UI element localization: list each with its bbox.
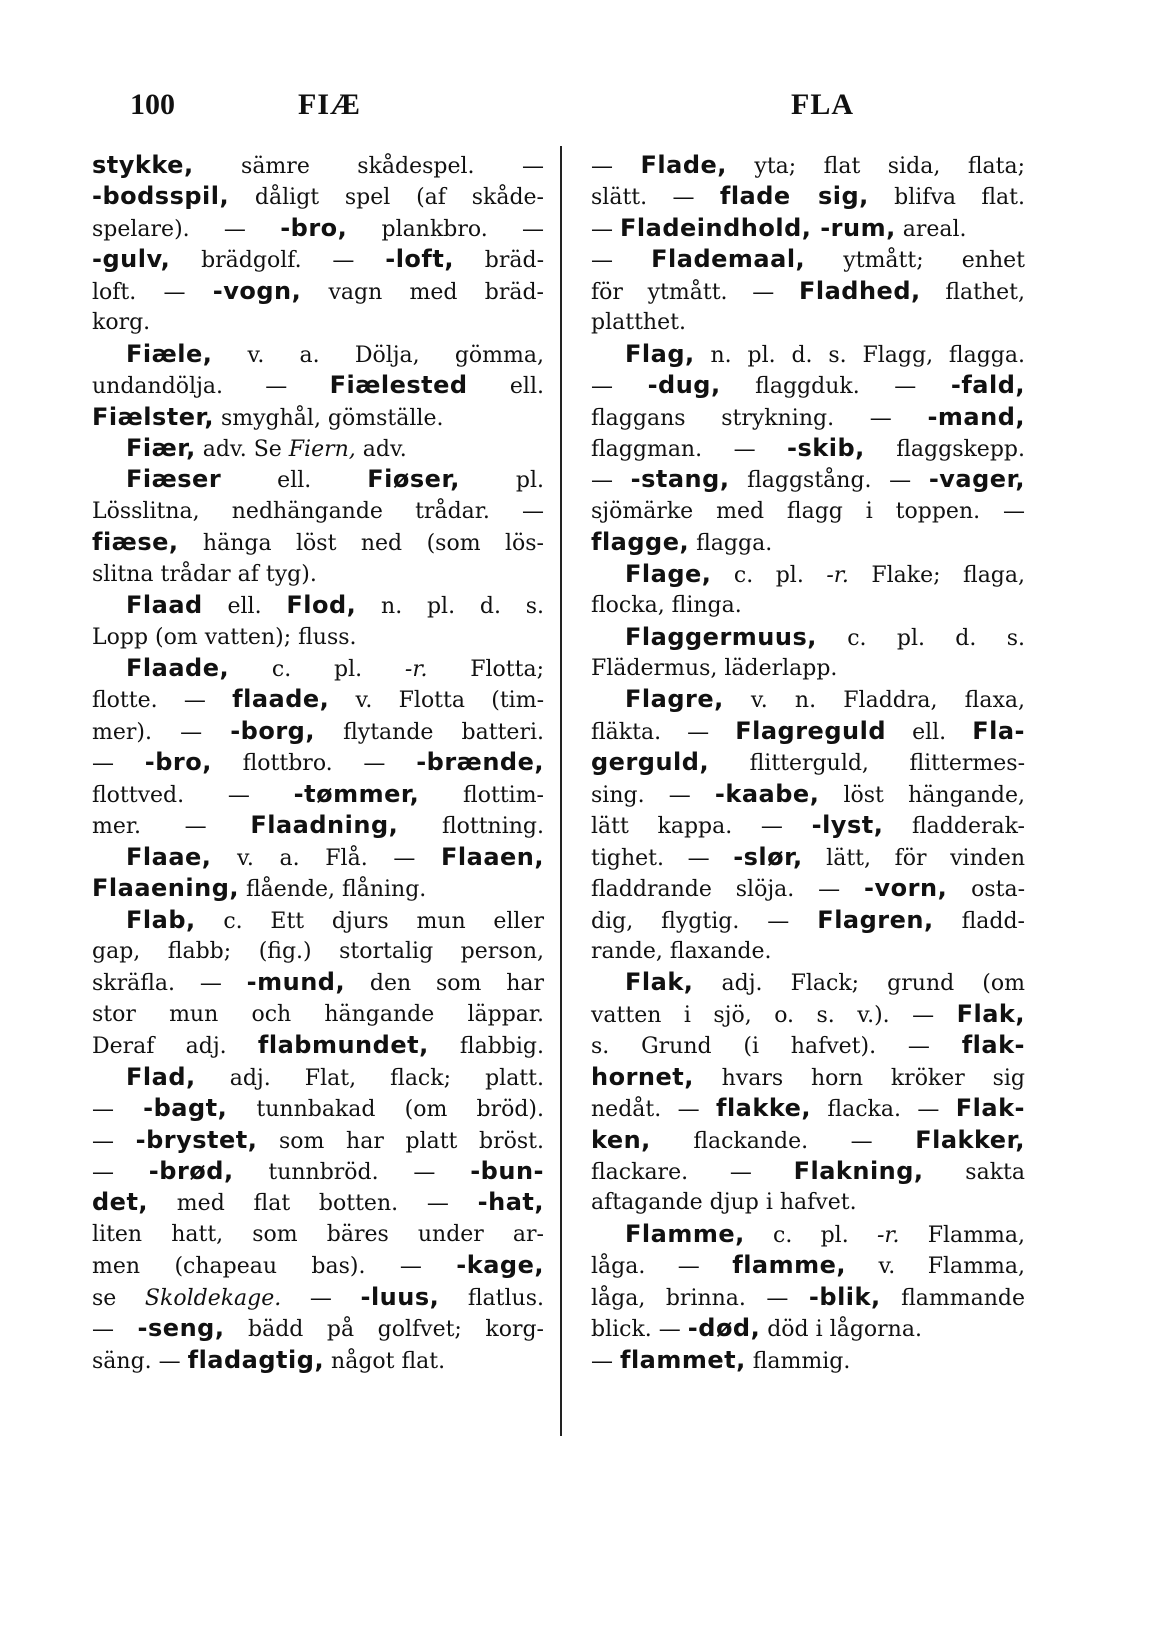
dictionary-line [92,1187,544,1218]
definition-text: undandölja. — [92,374,330,400]
headword: Flaae, [126,842,212,871]
headword: flabmundet, [257,1031,429,1060]
headword: Flagren, [817,905,934,934]
dictionary-line [591,999,1025,1030]
definition-text: v. a. Flå. — [211,845,441,871]
dictionary-line [591,590,1025,621]
headword: -loft, [385,245,454,274]
definition-text: flytande batteri. [314,719,544,745]
definition-text: säng. — [92,1348,188,1374]
definition-text: flottved. — [92,782,294,808]
dictionary-line [591,1219,1025,1250]
dictionary-line [591,1345,1025,1376]
dictionary-line [92,181,544,212]
headword: -hat, [477,1188,544,1217]
headword: -luus, [360,1282,440,1311]
headword: det, [92,1188,149,1217]
definition-text: korg. [92,310,151,336]
definition-text: som har platt bröst. [257,1128,544,1154]
definition-text: Lösslitna, nedhängande trådar. — [92,498,544,524]
definition-text: — [92,1317,138,1343]
definition-text: yta; flat sida, flata; [726,154,1025,179]
definition-text: — [281,1285,361,1311]
dictionary-line [92,1156,544,1187]
definition-text: Flotta; [427,657,545,682]
definition-text: flotte. — [92,688,233,714]
definition-text: för ytmått. — [591,279,799,305]
headword: Flaade, [126,654,230,682]
dictionary-line [591,213,1025,244]
definition-text: flagga. [689,531,773,557]
headword: -brystet, [135,1125,258,1154]
definition-text: sakta [923,1160,1025,1185]
definition-text: stor mun och hängande läppar. [92,1001,544,1027]
definition-text: adj. Flat, flack; platt. [195,1065,544,1091]
headword: fladagtig, [187,1345,325,1374]
definition-text: plankbro. — [347,216,544,242]
definition-text: — [591,1348,620,1374]
headword: -stang, [630,465,730,494]
dictionary-line [591,1125,1025,1156]
definition-text: — [92,751,145,777]
italic-reference: Fiern, [288,436,356,462]
dictionary-line [591,967,1025,998]
definition-text: död i lågorna. [760,1317,922,1343]
dictionary-line [92,747,544,778]
definition-text: skräfla. — [92,971,247,997]
definition-text: flottning. [398,814,544,840]
definition-text: flackare. — [591,1160,794,1185]
definition-text: Lopp (om vatten); fluss. [92,624,357,650]
definition-text: mer). — [92,719,231,745]
dictionary-line [92,276,544,307]
definition-text: hänga löst ned (som lös- [178,531,544,557]
headword: flakke, [716,1094,812,1123]
dictionary-line [92,1219,544,1250]
dictionary-line [591,842,1025,873]
headword: Flagreguld [735,716,886,745]
dictionary-line [92,402,544,433]
headword: Flak, [625,968,694,997]
headword: stykke, [92,151,194,179]
definition-text: löst hängande, [819,782,1025,808]
definition-text: ell. [221,468,368,494]
definition-text: vagn med bräd- [301,279,544,305]
definition-text: v. n. Fladdra, flaxa, [723,688,1025,714]
definition-text: c. Ett djurs mun eller [195,908,544,934]
definition-text: flabbig. [428,1034,545,1060]
left-column [92,150,544,1376]
headword: Flod, [286,591,357,620]
definition-text: sjömärke med flagg i toppen. — [591,498,1025,524]
definition-text: fladd- [933,908,1025,934]
definition-text: något flat. [324,1348,446,1374]
headword: Flamme, [625,1219,745,1248]
headword: Flaadning, [250,811,399,840]
definition-text: slätt. — [591,185,720,211]
dictionary-line [591,653,1025,684]
dictionary-line [591,810,1025,841]
headword: -mund, [246,968,346,997]
headword: -bro, [144,748,212,777]
definition-text: tighet. — [591,845,734,871]
dictionary-line [591,716,1025,747]
dictionary-line [92,1093,544,1124]
headword: -kaabe, [714,779,820,808]
headword: -vogn, [212,276,302,305]
definition-text: låga, brinna. — [591,1285,809,1311]
definition-text: flathet, [920,279,1025,305]
dictionary-line [92,905,544,936]
definition-text: flaggans strykning. — [591,405,928,431]
definition-text: flatlus. [439,1285,544,1311]
dictionary-line [591,873,1025,904]
definition-text: — [591,468,631,494]
definition-text: v. a. Dölja, gömma, [212,342,544,368]
definition-text: se [92,1285,145,1311]
definition-text: lätt, för vinden [802,845,1026,871]
headword: -blik, [808,1282,881,1311]
definition-text: lätt kappa. — [591,814,812,840]
headword: -brænde, [416,748,544,777]
definition-text: pl. [459,468,544,494]
definition-text: flottbro. — [211,751,417,777]
dictionary-line [92,527,544,558]
dictionary-line [92,1345,544,1376]
definition-text: — [591,216,620,242]
headword: -vager, [928,465,1025,494]
headword: -lyst, [811,811,884,840]
definition-text: adj. Flack; grund (om [693,971,1025,997]
definition-text: Deraf adj. [92,1034,258,1060]
headword: -tømmer, [293,779,420,808]
dictionary-line [92,496,544,527]
definition-text: flacka. — [811,1097,956,1123]
definition-text: — [92,1128,136,1154]
definition-text: hvars horn kröker sig [693,1065,1025,1091]
definition-text: liten hatt, som bäres under ar- [92,1221,544,1247]
definition-text: men (chapeau bas). — [92,1254,457,1280]
dictionary-line [92,590,544,621]
headword: ken, [591,1125,651,1154]
definition-text: flående, flåning. [238,877,427,903]
headword: Flak, [956,999,1025,1028]
definition-text: slitna trådar af tyg). [92,561,317,587]
headword: -slør, [733,842,803,871]
dictionary-line [92,999,544,1030]
headword: flak- [961,1031,1025,1060]
definition-text: Flädermus, läderlapp. [591,656,838,681]
definition-text: flammig. [745,1348,851,1374]
headword: Fiælster, [92,402,214,431]
headword: -død, [687,1314,761,1343]
definition-text: platthet. [591,310,686,336]
dictionary-line [92,810,544,841]
headword: Flakning, [793,1157,924,1185]
headword: Flaaen, [441,842,544,871]
headword: -gulv, [92,245,171,274]
headword: -mand, [927,402,1025,431]
headword: Flad, [126,1062,196,1091]
definition-text: — [92,1160,149,1185]
definition-text: ell. [467,374,544,400]
dictionary-line [591,622,1025,653]
definition-text: sämre skådespel. — [193,154,544,179]
dictionary-line [591,181,1025,212]
headword: -bro, [280,213,348,242]
dictionary-line [591,370,1025,401]
definition-text: — [591,154,641,179]
definition-text: adv. [355,436,407,462]
definition-text: — [591,374,648,400]
dictionary-line [92,716,544,747]
headword: Flademaal, [651,245,806,274]
dictionary-line [92,1030,544,1061]
headword: -bun- [470,1157,544,1185]
dictionary-line [591,464,1025,495]
dictionary-line [92,307,544,338]
definition-text: c. pl. [711,562,827,588]
headword: Fiæser [126,465,222,494]
definition-text: Flake; flaga, [848,562,1025,588]
dictionary-line [591,1313,1025,1344]
definition-text: flaggstång. — [729,468,929,494]
definition-text: areal. [895,216,967,242]
dictionary-line [591,496,1025,527]
definition-text: smyghål, gömställe. [213,405,444,431]
definition-text: adv. Se [195,436,289,462]
dictionary-line [591,244,1025,275]
dictionary-line [92,967,544,998]
headword: flade sig, [719,182,869,211]
definition-text: rande, flaxande. [591,938,772,964]
dictionary-line [591,1250,1025,1281]
definition-text: c. pl. [744,1222,877,1248]
dictionary-line [591,559,1025,590]
definition-text: v. Flamma, [846,1254,1025,1280]
definition-text: v. Flotta (tim- [329,688,545,714]
italic-reference: -r. [826,562,849,588]
dictionary-line [92,339,544,370]
dictionary-line [92,1250,544,1281]
headword: Fiælested [329,371,468,400]
definition-text: bräd- [453,248,544,274]
definition-text: — [591,248,652,274]
dictionary-line [591,402,1025,433]
headword: Fladeindhold, -rum, [620,213,896,242]
definition-text: fladdrande slöja. — [591,877,865,903]
dictionary-line [591,747,1025,778]
dictionary-line [591,1187,1025,1218]
definition-text: ytmått; enhet [805,248,1025,274]
headword: Fiøser, [367,465,460,494]
definition-text: — [92,1097,144,1123]
definition-text: flitterguld, flittermes- [709,751,1025,777]
definition-text: brädgolf. — [170,248,386,274]
definition-text: med flat botten. — [148,1191,478,1217]
headword: hornet, [591,1062,694,1091]
page-number: 100 [130,88,175,121]
headword: Flaad [126,591,203,620]
definition-text: aftagande djup i hafvet. [591,1190,857,1216]
definition-text: flottim- [419,782,544,808]
dictionary-line [591,936,1025,967]
dictionary-line [92,1062,544,1093]
headword: -fald, [950,371,1025,400]
headword: Fla- [972,716,1026,745]
definition-text: tunnbakad (om bröd). [227,1097,544,1123]
dictionary-line [92,684,544,715]
dictionary-line [92,559,544,590]
headword: Flaaening, [92,874,239,903]
headword: -brød, [148,1157,234,1185]
headword: -bagt, [143,1094,228,1123]
definition-text: n. pl. d. s. [356,594,544,620]
definition-text: Flamma, [899,1222,1025,1248]
running-header [0,88,1152,128]
dictionary-line [591,1030,1025,1061]
definition-text: dåligt spel (af skåde- [229,185,544,211]
headword: Flak- [955,1094,1025,1123]
definition-text: spelare). — [92,216,281,242]
definition-text: osta- [947,877,1026,903]
definition-text: låga. — [591,1254,733,1280]
headword: Flagre, [625,685,724,714]
headword: Flaggermuus, [625,622,817,651]
definition-text: den som har [345,971,544,997]
headword: Flag, [625,339,695,368]
dictionary-line [92,653,544,684]
headword: -skib, [787,433,865,462]
dictionary-line [591,1093,1025,1124]
definition-text: dig, flygtig. — [591,908,818,934]
guide-word-right: FLA [791,88,854,121]
definition-text: flammande [880,1285,1025,1311]
definition-text: c. pl. d. s. [816,625,1025,651]
headword: Fiæle, [126,339,213,368]
dictionary-line [591,905,1025,936]
definition-text: gap, flabb; (fig.) stortalig person, [92,938,544,964]
definition-text: s. Grund (i hafvet). — [591,1034,962,1060]
dictionary-line [92,244,544,275]
definition-text: bädd på golfvet; korg- [224,1317,544,1343]
headword: -dug, [647,371,721,400]
definition-text: vatten i sjö, o. s. v.). — [591,1002,957,1028]
dictionary-line [591,1282,1025,1313]
definition-text: ell. [886,719,973,745]
dictionary-line [92,370,544,401]
definition-text: flaggman. — [591,436,788,462]
italic-reference: -r. [404,657,428,682]
dictionary-line [591,527,1025,558]
column-divider [560,146,562,1436]
headword: -bodsspil, [92,182,230,211]
definition-text: fläkta. — [591,719,736,745]
headword: flammet, [620,1345,746,1374]
dictionary-line [92,433,544,464]
dictionary-line [92,464,544,495]
definition-text: blick. — [591,1317,688,1343]
dictionary-line [92,842,544,873]
dictionary-line [92,150,544,181]
headword: -seng, [137,1314,225,1343]
headword: -vorn, [864,874,948,903]
headword: Flade, [640,151,727,179]
headword: flamme, [732,1251,847,1280]
dictionary-line [591,150,1025,181]
guide-word-left: FIÆ [298,88,361,121]
definition-text: loft. — [92,279,213,305]
dictionary-line [92,873,544,904]
italic-reference: Skoldekage. [144,1285,282,1311]
headword: Flab, [126,905,196,934]
dictionary-line [591,779,1025,810]
headword: Flakker, [915,1125,1025,1154]
dictionary-line [591,307,1025,338]
dictionary-line [591,276,1025,307]
dictionary-line [92,1313,544,1344]
definition-text: n. pl. d. s. Flagg, flagga. [694,342,1025,368]
dictionary-line [92,213,544,244]
italic-reference: -r. [876,1222,900,1248]
definition-text: ell. [202,594,287,620]
definition-text: tunnbröd. — [233,1160,471,1185]
dictionary-line [92,1125,544,1156]
headword: Fladhed, [798,276,921,305]
definition-text: blifva flat. [868,185,1025,211]
headword: gerguld, [591,748,710,777]
dictionary-line [591,1062,1025,1093]
definition-text: fladderak- [883,814,1025,840]
headword: fiæse, [92,528,179,557]
dictionary-line [92,1282,544,1313]
definition-text: mer. — [92,814,251,840]
right-column [591,150,1025,1376]
definition-text: nedåt. — [591,1097,716,1123]
definition-text: c. pl. [229,657,405,682]
dictionary-line [591,1156,1025,1187]
headword: -kage, [456,1251,544,1280]
definition-text: flaggskepp. [864,436,1025,462]
dictionary-line [92,622,544,653]
dictionary-line [92,779,544,810]
definition-text: flocka, flinga. [591,593,742,619]
headword: -borg, [230,716,315,745]
headword: Flage, [625,559,712,588]
headword: flagge, [591,528,690,557]
headword: flaade, [232,685,330,714]
definition-text: flackande. — [650,1128,916,1154]
dictionary-line [591,339,1025,370]
headword: Fiær, [126,433,196,462]
dictionary-line [591,684,1025,715]
definition-text: flaggduk. — [720,374,951,400]
dictionary-line [92,936,544,967]
dictionary-line [591,433,1025,464]
definition-text: sing. — [591,782,715,808]
